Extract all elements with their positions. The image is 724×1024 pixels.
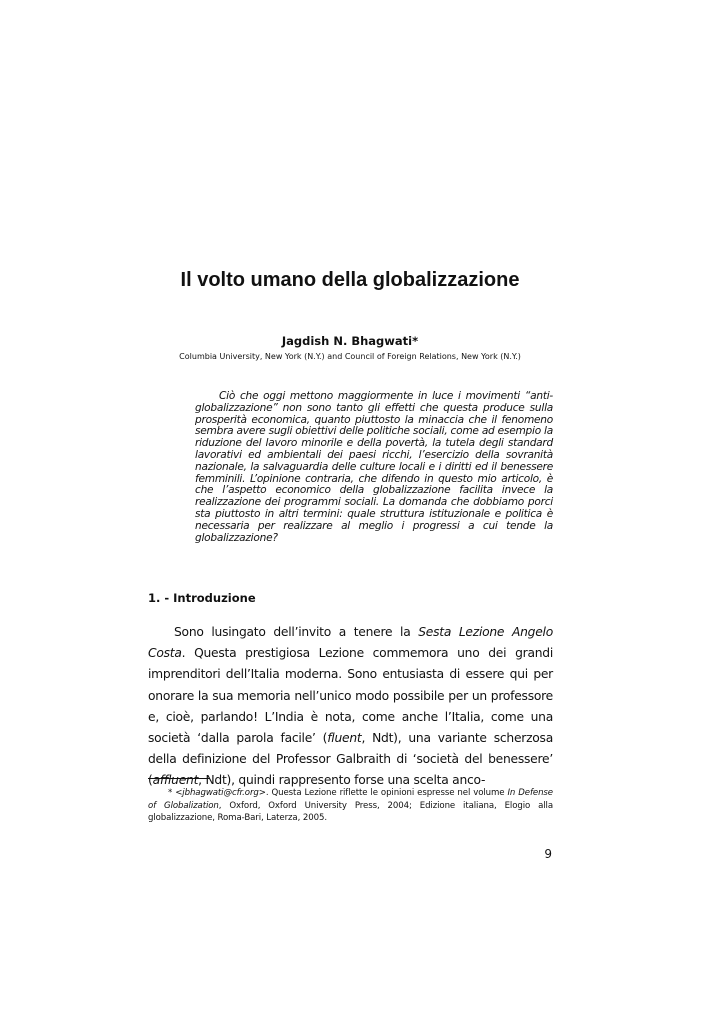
footnote-text: , Oxford, Oxford University Press, 2004; Edizione italiana, Elogio alla globalizzazione, Roma-Bari, Laterza, 2005. [148,800,553,824]
footnote-book-title: In Defense of Globalization [148,788,553,811]
abstract: Ciò che oggi mettono maggiormente in luce i movimenti “anti-globalizzazione” non sono tanto gli effetti che questa produce sulla prosperità economica, quanto piuttosto la minaccia che il fenomeno sembra avere sugli obiettivi delle politiche sociali, come ad esempio la riduzione del lavoro minorile e della povertà, la tutela degli standard lavorativi ed ambientali dei paesi ricchi, l’esercizio della sovranità nazionale, la salvaguardia delle culture locali e i diritti ed il benessere femminili. L’opinione contraria, che difendo in questo mio articolo, è che l’aspetto economico della globalizzazione facilita invece la realizzazione dei programmi sociali. La domanda che dobbiamo porci sta piuttosto in altri termini: quale struttura istituzionale e politica è necessaria per realizzare al meglio i progressi a cui tende la globalizzazione? [195,390,553,544]
body-text-run: Sono lusingato dell’invito a tenere la [174,625,419,639]
author-name: Jagdish N. Bhagwati* [281,334,419,348]
section-heading: 1. - Introduzione [148,591,256,605]
body-text-run: . Questa prestigiosa Lezione commemora uno dei grandi imprenditori dell’Italia moderna. Sono entusiasta di essere qui per onorare la sua memoria nell’unico modo possibile per un professore e, cioè, parlando! L’India è nota, come anche l’Italia, come una società ‘dalla parola facile’ ( [148,646,553,746]
term-affluent: affluent [152,773,199,788]
term-fluent: fluent [327,731,362,746]
body-text-run: , Ndt), una variante scherzosa della definizione del Professor Galbraith di ‘società del benessere’ ( [148,731,553,788]
body-text-run: , Ndt), quindi rappresento forse una scelta anco- [198,773,486,788]
page-title: Il volto umano della globalizzazione [180,269,520,291]
footnote-marker: * [168,788,176,798]
footnote-text: . Questa Lezione riflette le opinioni espresse nel volume [265,788,508,798]
footnote [148,787,553,825]
lecture-name: Sesta Lezione Angelo Costa [148,625,553,661]
page-number: 9 [544,847,552,861]
footnote-rule [148,778,210,779]
body-paragraph [148,622,553,792]
author-affiliation: Columbia University, New York (N.Y.) and Council of Foreign Relations, New York (N.Y.) [179,352,521,361]
footnote-email: <jbhagwati@cfr.org> [175,788,266,798]
